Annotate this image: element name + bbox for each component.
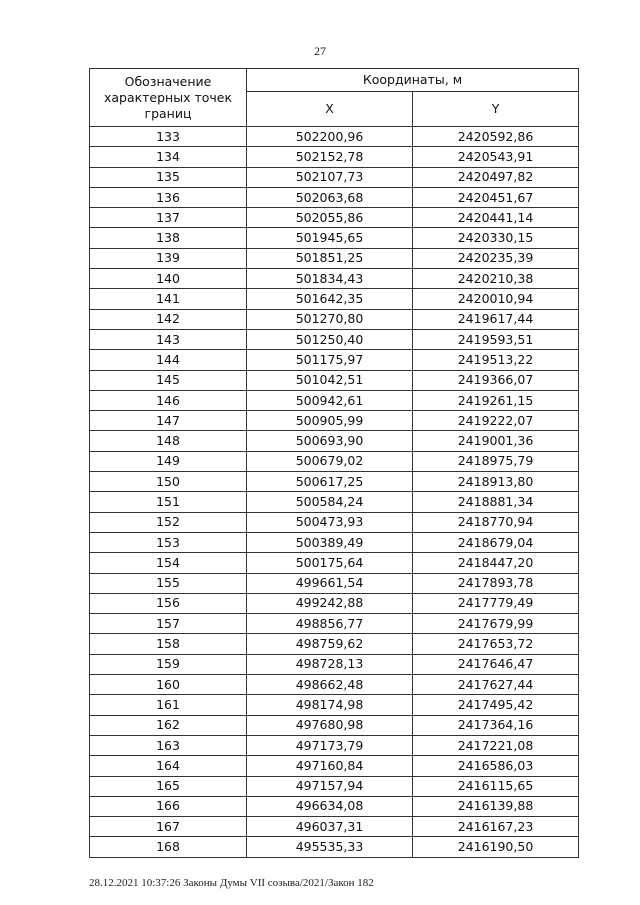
header-y: Y <box>413 92 579 127</box>
header-point-name: Обозначение характерных точек границ <box>90 69 247 127</box>
table-row <box>90 492 579 512</box>
cell-x: 498174,98 <box>247 695 413 715</box>
cell-y: 2420330,15 <box>413 228 579 248</box>
cell-point: 168 <box>90 837 247 857</box>
cell-x: 498662,48 <box>247 675 413 695</box>
cell-x: 500693,90 <box>247 431 413 451</box>
cell-point: 138 <box>90 228 247 248</box>
cell-x: 498728,13 <box>247 654 413 674</box>
cell-point: 141 <box>90 289 247 309</box>
cell-point: 155 <box>90 573 247 593</box>
table-header <box>90 69 579 127</box>
table-row <box>90 654 579 674</box>
cell-y: 2420543,91 <box>413 147 579 167</box>
cell-y: 2416190,50 <box>413 837 579 857</box>
cell-y: 2418447,20 <box>413 553 579 573</box>
table-row <box>90 776 579 796</box>
cell-point: 165 <box>90 776 247 796</box>
cell-point: 147 <box>90 411 247 431</box>
cell-y: 2418913,80 <box>413 472 579 492</box>
cell-y: 2420235,39 <box>413 248 579 268</box>
cell-x: 502063,68 <box>247 187 413 207</box>
cell-x: 498759,62 <box>247 634 413 654</box>
table-row <box>90 309 579 329</box>
cell-y: 2419513,22 <box>413 350 579 370</box>
page-number: 27 <box>314 44 326 58</box>
cell-y: 2417679,99 <box>413 614 579 634</box>
cell-point: 151 <box>90 492 247 512</box>
cell-y: 2417653,72 <box>413 634 579 654</box>
cell-point: 157 <box>90 614 247 634</box>
cell-point: 160 <box>90 675 247 695</box>
cell-y: 2417779,49 <box>413 593 579 613</box>
cell-x: 500617,25 <box>247 472 413 492</box>
cell-point: 148 <box>90 431 247 451</box>
cell-y: 2419261,15 <box>413 390 579 410</box>
cell-x: 501042,51 <box>247 370 413 390</box>
cell-y: 2420010,94 <box>413 289 579 309</box>
cell-x: 500473,93 <box>247 512 413 532</box>
cell-point: 143 <box>90 329 247 349</box>
table-row <box>90 350 579 370</box>
table-row <box>90 228 579 248</box>
cell-y: 2419366,07 <box>413 370 579 390</box>
cell-x: 496037,31 <box>247 817 413 837</box>
table-row <box>90 512 579 532</box>
cell-x: 501175,97 <box>247 350 413 370</box>
cell-x: 497173,79 <box>247 735 413 755</box>
table-body <box>90 127 579 858</box>
table-row <box>90 289 579 309</box>
cell-y: 2420451,67 <box>413 187 579 207</box>
cell-point: 137 <box>90 208 247 228</box>
cell-x: 502200,96 <box>247 127 413 147</box>
table-row <box>90 147 579 167</box>
cell-point: 158 <box>90 634 247 654</box>
cell-point: 135 <box>90 167 247 187</box>
cell-x: 501642,35 <box>247 289 413 309</box>
cell-point: 153 <box>90 532 247 552</box>
table-row <box>90 715 579 735</box>
cell-point: 150 <box>90 472 247 492</box>
table-row <box>90 370 579 390</box>
cell-x: 496634,08 <box>247 796 413 816</box>
table-row <box>90 634 579 654</box>
table-row <box>90 248 579 268</box>
cell-point: 152 <box>90 512 247 532</box>
cell-x: 499242,88 <box>247 593 413 613</box>
cell-point: 167 <box>90 817 247 837</box>
cell-y: 2417495,42 <box>413 695 579 715</box>
cell-point: 163 <box>90 735 247 755</box>
cell-point: 146 <box>90 390 247 410</box>
cell-x: 500942,61 <box>247 390 413 410</box>
cell-x: 497157,94 <box>247 776 413 796</box>
table-row <box>90 695 579 715</box>
table-row <box>90 472 579 492</box>
table-row <box>90 573 579 593</box>
cell-y: 2419593,51 <box>413 329 579 349</box>
cell-point: 154 <box>90 553 247 573</box>
cell-point: 164 <box>90 756 247 776</box>
cell-x: 500679,02 <box>247 451 413 471</box>
cell-point: 166 <box>90 796 247 816</box>
table-row <box>90 817 579 837</box>
cell-point: 144 <box>90 350 247 370</box>
cell-x: 499661,54 <box>247 573 413 593</box>
cell-y: 2420210,38 <box>413 269 579 289</box>
table-row <box>90 167 579 187</box>
table-row <box>90 208 579 228</box>
cell-y: 2419617,44 <box>413 309 579 329</box>
table-row <box>90 837 579 857</box>
cell-y: 2416115,65 <box>413 776 579 796</box>
cell-point: 162 <box>90 715 247 735</box>
coordinates-table <box>89 68 579 858</box>
table-row <box>90 614 579 634</box>
cell-x: 501834,43 <box>247 269 413 289</box>
cell-x: 495535,33 <box>247 837 413 857</box>
cell-point: 161 <box>90 695 247 715</box>
header-x: X <box>247 92 413 127</box>
cell-y: 2418770,94 <box>413 512 579 532</box>
table-row <box>90 187 579 207</box>
cell-y: 2419222,07 <box>413 411 579 431</box>
cell-x: 500584,24 <box>247 492 413 512</box>
table-row <box>90 593 579 613</box>
cell-y: 2417893,78 <box>413 573 579 593</box>
table-row <box>90 127 579 147</box>
cell-x: 497680,98 <box>247 715 413 735</box>
cell-point: 140 <box>90 269 247 289</box>
cell-point: 142 <box>90 309 247 329</box>
cell-x: 501851,25 <box>247 248 413 268</box>
cell-point: 145 <box>90 370 247 390</box>
cell-y: 2420441,14 <box>413 208 579 228</box>
table-row <box>90 411 579 431</box>
cell-y: 2418881,34 <box>413 492 579 512</box>
table-row <box>90 756 579 776</box>
cell-x: 497160,84 <box>247 756 413 776</box>
cell-point: 134 <box>90 147 247 167</box>
cell-point: 156 <box>90 593 247 613</box>
cell-y: 2417364,16 <box>413 715 579 735</box>
table-row <box>90 329 579 349</box>
cell-point: 133 <box>90 127 247 147</box>
cell-x: 501250,40 <box>247 329 413 349</box>
cell-x: 500175,64 <box>247 553 413 573</box>
cell-x: 501945,65 <box>247 228 413 248</box>
footer-stamp: 28.12.2021 10:37:26 Законы Думы VII созыва/2021/Закон 182 <box>89 877 374 889</box>
cell-y: 2418975,79 <box>413 451 579 471</box>
cell-x: 502152,78 <box>247 147 413 167</box>
table-row <box>90 269 579 289</box>
header-coordinates: Координаты, м <box>247 69 579 92</box>
cell-y: 2417221,08 <box>413 735 579 755</box>
cell-y: 2420592,86 <box>413 127 579 147</box>
table-row <box>90 553 579 573</box>
cell-y: 2420497,82 <box>413 167 579 187</box>
cell-x: 498856,77 <box>247 614 413 634</box>
cell-y: 2418679,04 <box>413 532 579 552</box>
cell-x: 500905,99 <box>247 411 413 431</box>
cell-point: 139 <box>90 248 247 268</box>
table-row <box>90 675 579 695</box>
cell-point: 159 <box>90 654 247 674</box>
cell-y: 2416586,03 <box>413 756 579 776</box>
cell-x: 502107,73 <box>247 167 413 187</box>
cell-point: 136 <box>90 187 247 207</box>
cell-y: 2419001,36 <box>413 431 579 451</box>
cell-x: 501270,80 <box>247 309 413 329</box>
table-row <box>90 532 579 552</box>
table-row <box>90 451 579 471</box>
cell-y: 2417627,44 <box>413 675 579 695</box>
cell-y: 2417646,47 <box>413 654 579 674</box>
table-row <box>90 390 579 410</box>
cell-x: 502055,86 <box>247 208 413 228</box>
table-row <box>90 796 579 816</box>
table-row <box>90 735 579 755</box>
cell-y: 2416139,88 <box>413 796 579 816</box>
cell-x: 500389,49 <box>247 532 413 552</box>
table-row <box>90 431 579 451</box>
cell-point: 149 <box>90 451 247 471</box>
cell-y: 2416167,23 <box>413 817 579 837</box>
